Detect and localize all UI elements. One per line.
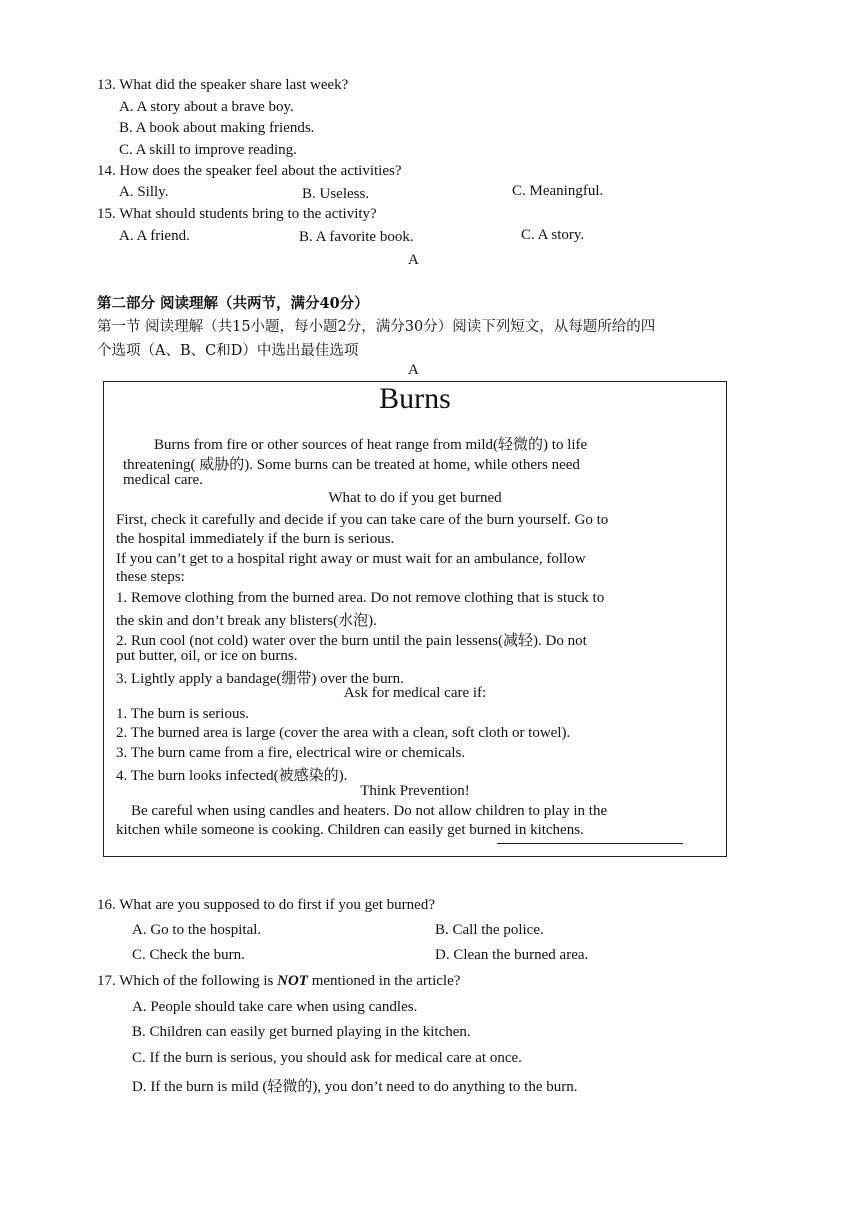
heading-prevention: Think Prevention! bbox=[360, 783, 470, 799]
q14-option-a: A. Silly. bbox=[119, 184, 169, 200]
question-16: 16. What are you supposed to do first if you get burned? bbox=[97, 897, 435, 913]
q16-option-d: D. Clean the burned area. bbox=[435, 947, 589, 963]
q13-option-b: B. A book about making friends. bbox=[119, 120, 315, 136]
q16-option-b: B. Call the police. bbox=[435, 922, 544, 938]
intro-line-1: Burns from fire or other sources of heat range from mild(轻微的) to life bbox=[154, 437, 588, 453]
p1-line-1: First, check it carefully and decide if you can take care of the burn yourself. Go to bbox=[116, 512, 609, 528]
heading-ask-care: Ask for medical care if: bbox=[343, 685, 487, 701]
step-1-line-1: 1. Remove clothing from the burned area. Do not remove clothing that is stuck to bbox=[116, 590, 605, 606]
q14-option-c: C. Meaningful. bbox=[512, 183, 604, 199]
p2-line-1: If you can’t get to a hospital right away or must wait for an ambulance, follow bbox=[116, 551, 586, 567]
care-item-2: 2. The burned area is large (cover the area with a clean, soft cloth or towel). bbox=[116, 725, 571, 741]
q15-option-c: C. A story. bbox=[521, 227, 585, 243]
q16-option-a: A. Go to the hospital. bbox=[132, 922, 262, 938]
passage-label: A bbox=[408, 362, 419, 378]
q17-option-d: D. If the burn is mild (轻微的), you don’t need to do anything to the burn. bbox=[132, 1079, 578, 1095]
passage-title: Burns bbox=[379, 382, 451, 415]
subsection-instructions-1: 第一节 阅读理解（共15小题，每小题2分，满分30分）阅读下列短文，从每题所给的四 bbox=[97, 319, 656, 335]
step-2-line-1: 2. Run cool (not cold) water over the burn until the pain lessens(减轻). Do not bbox=[116, 633, 587, 649]
q17-option-c: C. If the burn is serious, you should ask for medical care at once. bbox=[132, 1050, 522, 1066]
p1-line-2: the hospital immediately if the burn is serious. bbox=[116, 531, 395, 547]
question-15: 15. What should students bring to the activity? bbox=[97, 206, 377, 222]
care-item-4: 4. The burn looks infected(被感染的). bbox=[116, 768, 348, 784]
question-17 bbox=[97, 973, 460, 990]
q15-option-a: A. A friend. bbox=[119, 228, 190, 244]
q17-text-post: mentioned in the article? bbox=[307, 973, 461, 989]
q17-text-pre: 17. Which of the following is bbox=[97, 973, 278, 989]
step-2-line-2: put butter, oil, or ice on burns. bbox=[116, 648, 298, 664]
question-13: 13. What did the speaker share last week? bbox=[97, 77, 349, 93]
q15-option-b: B. A favorite book. bbox=[299, 229, 414, 245]
q13-option-a: A. A story about a brave boy. bbox=[119, 99, 294, 115]
q13-option-c: C. A skill to improve reading. bbox=[119, 142, 297, 158]
subsection-instructions-2: 个选项（A、B、C和D）中选出最佳选项 bbox=[97, 343, 359, 359]
prevention-line-2: kitchen while someone is cooking. Children can easily get burned in kitchens. bbox=[116, 822, 584, 838]
care-item-1: 1. The burn is serious. bbox=[116, 706, 250, 722]
prevention-line-1: Be careful when using candles and heaters. Do not allow children to play in the bbox=[131, 803, 608, 819]
step-3: 3. Lightly apply a bandage(绷带) over the burn. bbox=[116, 671, 404, 687]
question-14: 14. How does the speaker feel about the activities? bbox=[97, 163, 402, 179]
intro-line-2: threatening( 威胁的). Some burns can be treated at home, while others need bbox=[123, 457, 580, 473]
underline-mark bbox=[497, 843, 683, 844]
care-item-3: 3. The burn came from a fire, electrical wire or chemicals. bbox=[116, 745, 466, 761]
heading-what-to-do: What to do if you get burned bbox=[328, 490, 502, 506]
q14-option-b: B. Useless. bbox=[302, 186, 370, 202]
q17-not-emphasis: NOT bbox=[277, 973, 308, 989]
q16-option-c: C. Check the burn. bbox=[132, 947, 245, 963]
marker-a-top: A bbox=[408, 252, 419, 268]
p2-line-2: these steps: bbox=[116, 569, 185, 585]
step-1-line-2: the skin and don’t break any blisters(水泡). bbox=[116, 613, 377, 629]
part-title: 第二部分 阅读理解（共两节，满分40分） bbox=[97, 295, 369, 312]
q17-option-b: B. Children can easily get burned playing in the kitchen. bbox=[132, 1024, 471, 1040]
q17-option-a: A. People should take care when using candles. bbox=[132, 999, 418, 1015]
intro-line-3: medical care. bbox=[123, 472, 203, 488]
